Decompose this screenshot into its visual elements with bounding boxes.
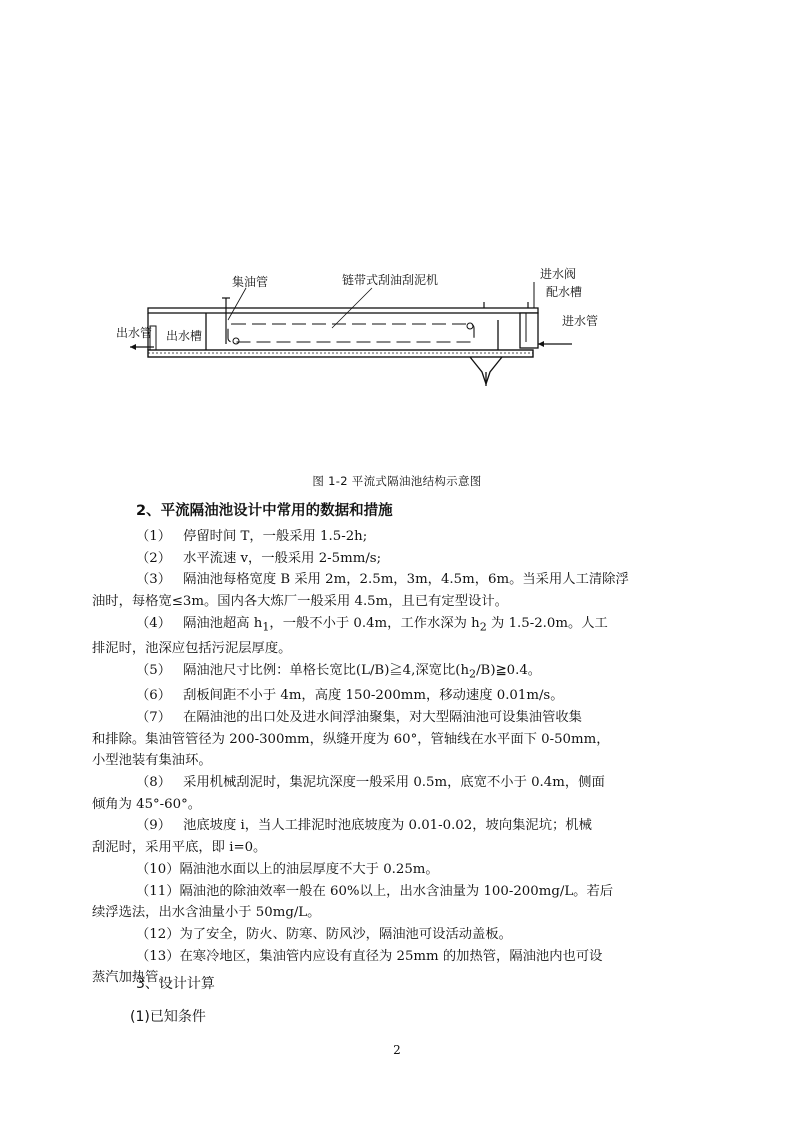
item-number: （10） — [136, 861, 180, 877]
section-2-list — [92, 526, 664, 989]
scraper-chain — [228, 324, 474, 342]
item-text: 隔油池每格宽度 B 采用 2m，2.5m，3m，4.5m，6m。当采用人工清除浮 — [183, 572, 629, 588]
item-text: 在隔油池的出口处及进水间浮油聚集，对大型隔油池可设集油管收集 — [183, 709, 582, 725]
list-item-8-continuation: 倾角为 45°-60°。 — [92, 796, 202, 812]
tank-roof — [148, 308, 538, 313]
list-item-5 — [136, 660, 664, 685]
item-text: 隔油池的除油效率一般在 60%以上，出水含油量为 100-200mg/L。若后 — [179, 883, 614, 899]
item-number: （11） — [136, 883, 180, 899]
inlet-arrow-icon — [538, 341, 544, 347]
scraper-sprocket-left — [233, 338, 239, 344]
item-number: （2） — [136, 550, 172, 566]
list-item-11-continuation: 续浮选法，出水含油量小于 50mg/L。 — [92, 905, 321, 921]
section-2-heading: 2、平流隔油池设计中常用的数据和措施 — [136, 503, 393, 519]
item-number: （9） — [136, 818, 172, 834]
label-outlet-pipe: 出水管 — [116, 326, 153, 340]
item-text: 在寒冷地区，集油管内应设有直径为 25mm 的加热管，隔油池内也可设 — [179, 948, 603, 964]
outlet-arrow-icon — [130, 344, 136, 350]
item-number: （1） — [136, 529, 172, 544]
item-text: /B)≧0.4。 — [476, 662, 542, 678]
item-number: （3） — [136, 572, 172, 588]
oil-separator-diagram — [110, 262, 630, 412]
item-number: （13） — [136, 948, 180, 964]
label-outlet-tank: 出水槽 — [166, 329, 203, 343]
item-text: ，一般不小于 0.4m，工作水深为 h — [269, 615, 480, 631]
item-text: 水平流速 v，一般采用 2-5mm/s; — [183, 550, 382, 566]
list-item-2 — [136, 548, 664, 570]
list-item-12 — [136, 924, 664, 946]
list-item-3-continuation: 油时，每格宽≤3m。国内各大炼厂一般采用 4.5m，且已有定型设计。 — [92, 594, 508, 610]
label-inlet-valve: 进水阀 — [540, 267, 577, 281]
list-item-1 — [136, 526, 664, 548]
scraper-sprocket-right — [467, 323, 473, 329]
label-distribution-tank: 配水槽 — [546, 285, 583, 299]
label-scraper: 链带式刮油刮泥机 — [342, 273, 439, 287]
page-number: 2 — [393, 1043, 401, 1057]
distribution-tank — [520, 313, 538, 348]
item-number: （7） — [136, 709, 172, 725]
item-text: 刮板间距不小于 4m，高度 150-200mm，移动速度 0.01m/s。 — [183, 688, 564, 704]
list-item-8 — [136, 772, 664, 794]
list-item-6 — [136, 685, 664, 707]
section-3-heading: 3、设计计算 — [136, 976, 215, 992]
list-item-11 — [136, 881, 664, 903]
item-text: 停留时间 T，一般采用 1.5-2h; — [183, 529, 368, 544]
diagram-svg — [110, 262, 630, 412]
item-number: （6） — [136, 688, 172, 704]
list-item-7-continuation-2: 小型池装有集油环。 — [92, 753, 212, 769]
list-item-13-continuation: 蒸汽加热管。 — [92, 970, 172, 986]
item-text: 池底坡度 i，当人工排泥时池底坡度为 0.01-0.02，坡向集泥坑；机械 — [183, 818, 592, 834]
item-number: （5） — [136, 662, 172, 678]
list-item-10 — [136, 859, 664, 881]
item-text: 为 1.5-2.0m。人工 — [486, 615, 608, 631]
item-text: 隔油池超高 h — [183, 615, 263, 631]
label-inlet-pipe: 进水管 — [562, 314, 599, 328]
list-item-9-continuation: 刮泥时，采用平底，即 i=0。 — [92, 840, 267, 856]
list-item-13 — [136, 946, 664, 968]
list-item-7 — [136, 707, 664, 729]
label-oil-pipe: 集油管 — [232, 275, 269, 289]
item-number: （12） — [136, 926, 180, 942]
figure-caption: 图 1-2 平流式隔油池结构示意图 — [312, 474, 482, 488]
item-text: 采用机械刮泥时，集泥坑深度一般采用 0.5m，底宽不小于 0.4m，侧面 — [183, 775, 605, 791]
item-number: （8） — [136, 775, 172, 791]
list-item-4 — [136, 613, 664, 638]
subsection-known-conditions: (1)已知条件 — [130, 1009, 206, 1025]
item-text: 为了安全，防火、防寒、防风沙，隔油池可设活动盖板。 — [179, 926, 512, 942]
subscript: 1 — [262, 620, 270, 634]
item-text: 隔油池水面以上的油层厚度不大于 0.25m。 — [179, 861, 439, 877]
list-item-4-continuation: 排泥时，池深应包括污泥层厚度。 — [92, 641, 292, 657]
item-text: 隔油池尺寸比例：单格长宽比(L/B)≧4,深宽比(h — [183, 662, 470, 678]
list-item-9 — [136, 815, 664, 837]
subscript: 2 — [469, 667, 477, 681]
oil-pipe-leader — [228, 288, 246, 320]
subscript: 2 — [479, 620, 487, 634]
item-number: （4） — [136, 615, 172, 631]
base-slab — [148, 350, 533, 357]
list-item-7-continuation: 和排除。集油管管径为 200-300mm，纵缝开度为 60°，管轴线在水平面下 0-50mm， — [92, 731, 610, 747]
list-item-3 — [136, 569, 664, 591]
